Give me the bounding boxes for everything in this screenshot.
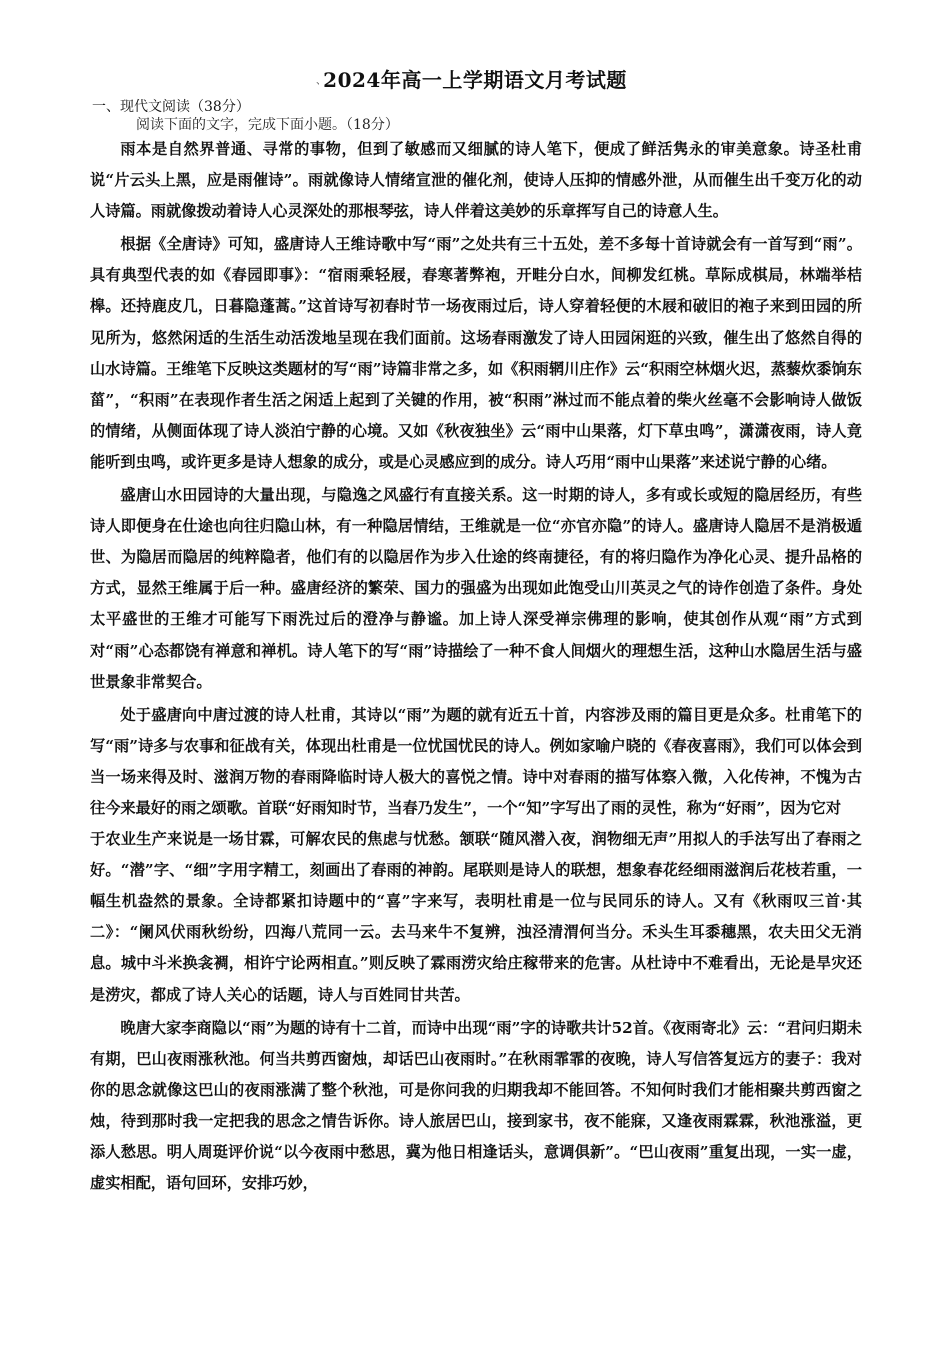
section-heading: 一、现代文阅读（38分） — [92, 99, 250, 115]
paragraph: 盛唐山水田园诗的大量出现，与隐逸之风盛行有直接关系。这一时期的诗人，多有或长或短的隐居经历，有些诗人即便身在仕途也向往归隐山林，有一种隐居情结，王维就是一位“亦官亦隐”的诗人。盛唐诗人隐居不是消极遁世、为隐居而隐居的纯粹隐者，他们有的以隐居作为步入仕途的终南捷径，有的将归隐作为净化心灵、提升品格的方式，显然王维属于后一种。盛唐经济的繁荣、国力的强盛为出现如此饱受山川英灵之气的诗作创造了条件。身处太平盛世的王维才可能写下雨洗过后的澄净与静谧。加上诗人深受禅宗佛理的影响，使其创作从观“雨”方式到对“雨”心态都饶有禅意和禅机。诗人笔下的写“雨”诗描绘了一种不食人间烟火的理想生活，这种山水隐居生活与盛世景象非常契合。 — [90, 486, 862, 691]
passage — [90, 134, 862, 1199]
page-title: 2024年高一上学期语文月考试题 — [323, 68, 627, 92]
paragraph: 处于盛唐向中唐过渡的诗人杜甫，其诗以“雨”为题的就有近五十首，内容涉及雨的篇目更是众多。杜甫笔下的写“雨”诗多与农事和征战有关，体现出杜甫是一位忧国忧民的诗人。例如家喻户晓的《春夜喜雨》，我们可以体会到当一场来得及时、滋润万物的春雨降临时诗人极大的喜悦之情。诗中对春雨的描写体察入微，入化传神，不愧为古往今来最好的雨之颂歌。首联“好雨知时节，当春乃发生”，一个“知”字写出了雨的灵性，称为“好雨”，因为它对 — [90, 705, 862, 817]
paragraph: 晚唐大家李商隐以“雨”为题的诗有十二首，而诗中出现“雨”字的诗歌共计52首。《夜雨寄北》云：“君问归期未有期，巴山夜雨涨秋池。何当共剪西窗烛，却话巴山夜雨时。”在秋雨霏霏的夜晚，诗人写信答复远方的妻子：我对你的思念就像这巴山的夜雨涨满了整个秋池，可是你问我的归期我却不能回答。不知何时我们才能相聚共剪西窗之烛，待到那时我一定把我的思念之情告诉你。诗人旅居巴山，接到家书，夜不能寐，又逢夜雨霖霖，秋池涨溢，更添人愁思。明人周珽评价说“以今夜雨中愁思，冀为他日相逢话头，意调俱新”。“巴山夜雨”重复出现，一实一虚，虚实相配，语句回环，安排巧妙， — [90, 1018, 862, 1193]
scan-mark: 、 — [316, 76, 326, 87]
reading-instruction: 阅读下面的文字，完成下面小题。（18分） — [136, 117, 399, 133]
paragraph: 根据《全唐诗》可知，盛唐诗人王维诗歌中写“雨”之处共有三十五处，差不多每十首诗就会有一首写到“雨”。具有典型代表的如《春园即事》：“宿雨乘轻屐，春寒著弊袍，开畦分白水，间柳发红桃。草际成棋局，林端举桔槔。还持鹿皮几，日暮隐蓬蒿。”这首诗写初春时节一场夜雨过后，诗人穿着轻便的木屐和破旧的袍子来到田园的所见所为，悠然闲适的生活生动活泼地呈现在我们面前。这场春雨激发了诗人田园闲逛的兴致，催生出了悠然自得的山水诗篇。王维笔下反映这类题材的写“雨”诗篇非常之多，如《积雨辋川庄作》云“积雨空林烟火迟，蒸藜炊黍饷东菑”，“积雨”在表现作者生活之闲适上起到了关键的作用，被“积雨”淋过而不能点着的柴火丝毫不会影响诗人做饭的情绪，从侧面体现了诗人淡泊宁静的心境。又如《秋夜独坐》云“雨中山果落，灯下草虫鸣”，潇潇夜雨，诗人竟能听到虫鸣，或许更多是诗人想象的成分，或是心灵感应到的成分。诗人巧用“雨中山果落”来述说宁静的心绪。 — [90, 235, 862, 471]
paragraph: 雨本是自然界普通、寻常的事物，但到了敏感而又细腻的诗人笔下，便成了鲜活隽永的审美意象。诗圣杜甫说“片云头上黑，应是雨催诗”。雨就像诗人情绪宣泄的催化剂，使诗人压抑的情感外泄，从而催生出千变万化的动人诗篇。雨就像拨动着诗人心灵深处的那根琴弦，诗人伴着这美妙的乐章挥写自己的诗意人生。 — [90, 140, 862, 221]
paragraph-continuation: 于农业生产来说是一场甘霖，可解农民的焦虑与忧愁。颔联“随风潜入夜，润物细无声”用拟人的手法写出了春雨之好。“潜”字、“细”字用字精工，刻画出了春雨的神韵。尾联则是诗人的联想，想象春花经细雨滋润后花枝若重，一幅生机盎然的景象。全诗都紧扣诗题中的“喜”字来写，表明杜甫是一位与民同乐的诗人。又有《秋雨叹三首·其二》：“阑风伏雨秋纷纷，四海八荒同一云。去马来牛不复辨，浊泾清渭何当分。禾头生耳黍穗黑，农夫田父无消息。城中斗米换衾裯，相许宁论两相直。”则反映了霖雨涝灾给庄稼带来的危害。从杜诗中不难看出，无论是旱灾还是涝灾，都成了诗人关心的话题，诗人与百姓同甘共苦。 — [90, 830, 862, 1004]
